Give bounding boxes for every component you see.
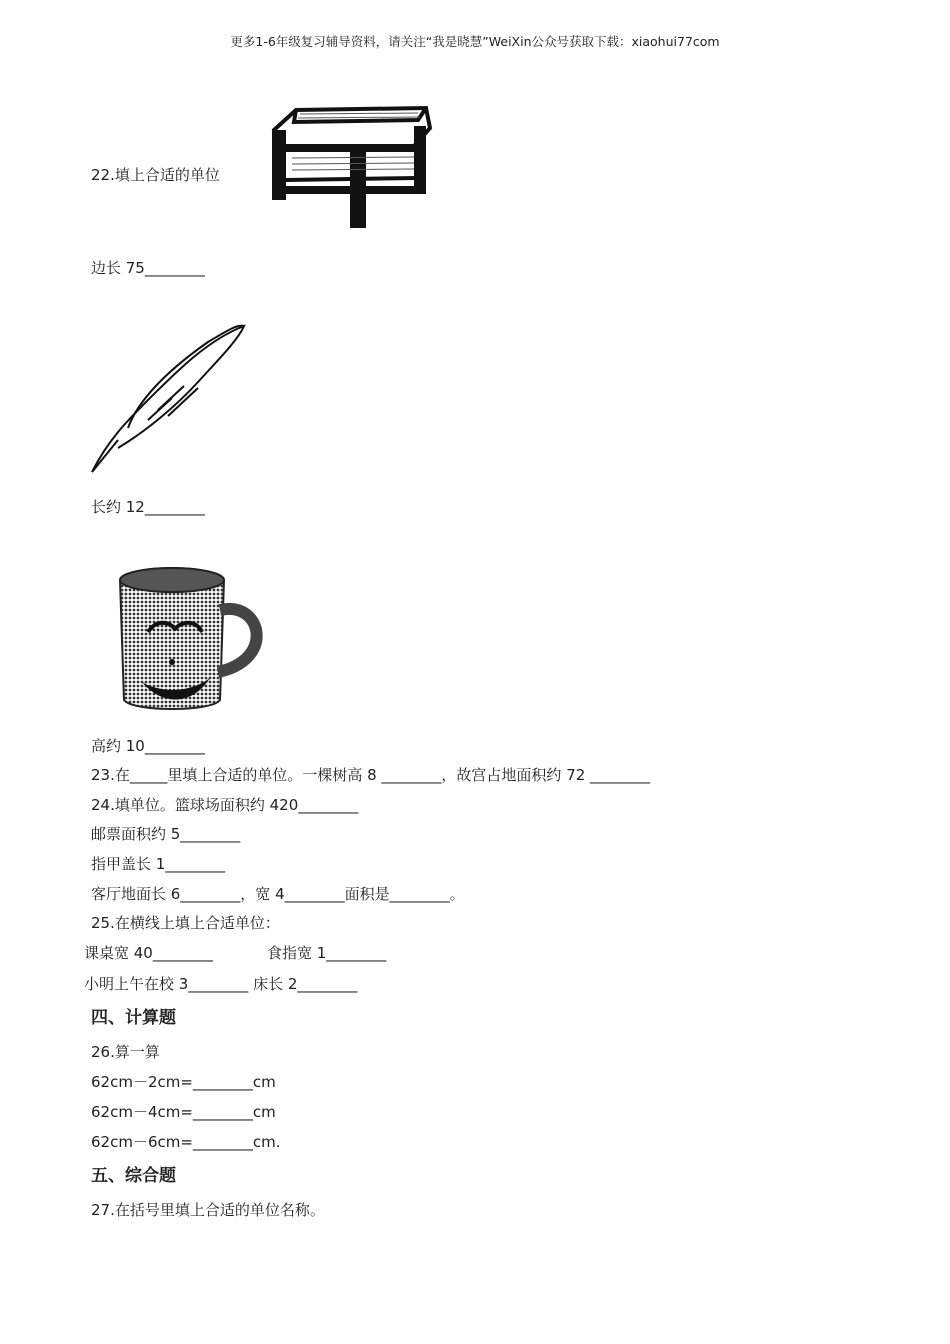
table-image bbox=[268, 100, 436, 232]
question-25-line-1a: 课桌宽 40________ bbox=[84, 944, 213, 962]
mug-image bbox=[112, 560, 274, 716]
page-header: 更多1-6年级复习辅导资料，请关注“我是晓慧”WeiXin公众号获取下载：xiaohui77com bbox=[230, 34, 720, 49]
section-5-heading: 五、综合题 bbox=[91, 1166, 176, 1186]
question-24-line-1: 邮票面积约 5________ bbox=[91, 825, 241, 843]
question-24-line-3: 客厅地面长 6________，宽 4________面积是________。 bbox=[91, 885, 465, 903]
question-25-line-2: 小明上午在校 3________ 床长 2________ bbox=[84, 975, 358, 993]
question-26-line-2: 62cm－4cm=________cm bbox=[91, 1103, 276, 1121]
section-4-heading: 四、计算题 bbox=[91, 1008, 176, 1028]
feather-image bbox=[88, 320, 250, 476]
question-26-title: 26.算一算 bbox=[91, 1043, 160, 1061]
question-25-title: 25.在横线上填上合适单位： bbox=[91, 914, 280, 932]
question-25-line-1b: 食指宽 1________ bbox=[267, 944, 387, 962]
question-22-answer-1: 边长 75________ bbox=[91, 259, 205, 277]
question-23: 23.在_____里填上合适的单位。一棵树高 8 ________，故宫占地面积约 72 ________ bbox=[91, 766, 651, 784]
question-22-answer-3: 高约 10________ bbox=[91, 737, 205, 755]
question-26-line-3: 62cm－6cm=________cm. bbox=[91, 1133, 281, 1151]
question-27: 27.在括号里填上合适的单位名称。 bbox=[91, 1201, 325, 1219]
question-24-line-2: 指甲盖长 1________ bbox=[91, 855, 226, 873]
question-22-answer-2: 长约 12________ bbox=[91, 498, 205, 516]
question-26-line-1: 62cm－2cm=________cm bbox=[91, 1073, 276, 1091]
question-24-title: 24.填单位。篮球场面积约 420________ bbox=[91, 796, 359, 814]
question-22-title: 22.填上合适的单位 bbox=[91, 166, 220, 184]
